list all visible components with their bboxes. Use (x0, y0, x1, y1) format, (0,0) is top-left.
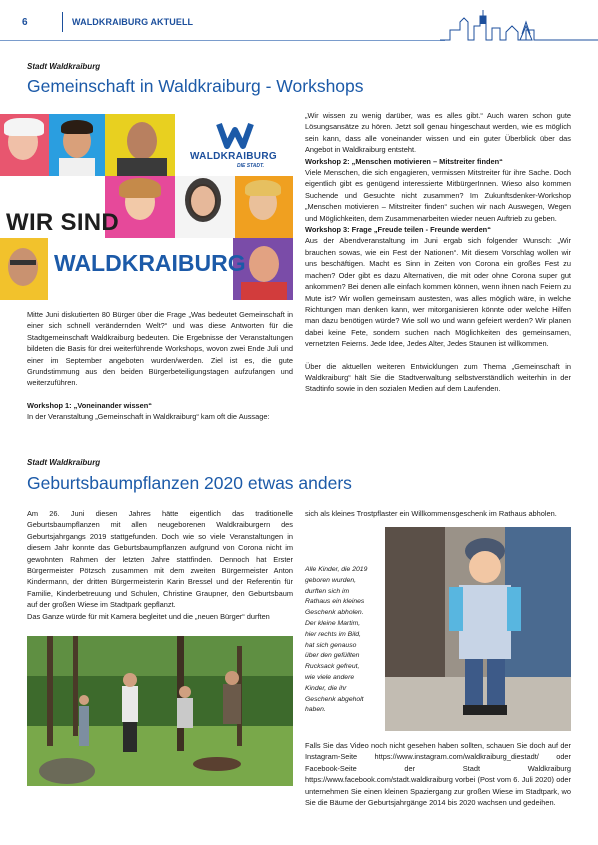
portrait-man-glasses (0, 238, 48, 300)
article2-left-column (27, 508, 293, 622)
article2-left-text2: Das Ganze würde für mit Kamera begleitet und die „neuen Bürger“ durften (27, 611, 270, 621)
workshop2-heading: Workshop 2: „Menschen motivieren – Mitstreiter finden“ (305, 156, 503, 166)
collage-headline-line2: WALDKRAIBURG (54, 250, 246, 276)
article1-paragraph: Mitte Juni diskutierten 80 Bürger über die Frage „Was bedeutet Gemeinschaft in einer sich schnell verändernden Welt?“ und was diese Antworten für die Stadtgemeinschaft Waldkraiburg bedeuten. Die Ergebnisse der Veranstaltungen bildeten die Basis für drei weiterführende Workshops, wovon zwei Ende Juli und einer im September angeboten wurden/werden. Ziel ist es, die gute Grundstimmung aus den beiden Bürgerbeteiligungstagen aufzufangen und weiterzuführen. (27, 310, 293, 388)
workshop1-heading: Workshop 1: „Voneinander wissen“ (27, 400, 152, 410)
portrait-woman-white (175, 176, 235, 238)
portrait-woman-orange (235, 176, 293, 238)
tree-planting-photo (27, 636, 293, 786)
page-number: 6 (22, 17, 28, 28)
workshop3-text: Aus der Abendveranstaltung im Juni ergab sich folgender Wunsch: „Wir brauchen sowas, wie ein Fest der Nationen“. Mit diesem Vorschlag wollen wir uns beschäftigen. Macht es Sinn in Zeiten von Corona ein großes Fest zu machen? Oder gibt es dazu Alternativen, die mit oder ohne Corona super gut ankommen? Bei denen alle einfach kommen können, wenn ihnen nach Feiern zu Mute ist? Wir wollen gemeinsam austesten, was alles möglich wäre, in welche Richtungen man denken kann, wer mitorganisieren könnte oder welche Hilfen man dazu benötigen würde? Wie soll wo und wann gefeiert werden? Wir planen dabei keine Fete, sondern suchen nach Möglichkeiten des gemeinsamen, vernetzten Feierns. Jede Idee, Jedes Alter, Jedes Staunen ist willkommen. (305, 236, 571, 349)
photo-caption: Alle Kinder, die 2019 geboren wurden, durften sich im Rathaus ein kleines Geschenk abholen. Der kleine Martim, hier rechts im Bild, hat sich genauso über den gefüllten Rucksack gefreut, wie viele andere Kinder, die ihr Geschenk abgeholt haben. (305, 566, 368, 714)
article1-closing: Über die aktuellen weiteren Entwicklungen zum Thema „Gemeinschaft in Waldkraiburg“ hält Sie die Stadtverwaltung selbstverständlich weiterhin in der Stadtinfo sowie in den sozialen Medien auf dem Laufenden. (305, 361, 571, 394)
article2-kicker: Stadt Waldkraiburg (27, 458, 101, 467)
collage-headline-line1: WIR SIND (6, 209, 120, 236)
child-scene-icon (385, 527, 571, 731)
logo-subline: DIE STADT. (237, 163, 265, 169)
workshop1-text: In der Veranstaltung „Gemeinschaft in Waldkraiburg“ kam oft die Aussage: (27, 412, 270, 422)
header-rule (0, 40, 445, 41)
article2-closing: Falls Sie das Video noch nicht gesehen haben sollten, schauen Sie doch auf der Instagram-Seite https://www.instagram.com/waldkraiburg_diestadt/ oder Facebook-Seite der Stadt Waldkraiburg https://www.facebook.com/stadt.waldkraiburg vorbei (Post vom 6. Juli 2020) oder unternehmen Sie einen kleinen Spaziergang zur großen Wiese im Stadtpark, wo Sie die Bäume der Geburtsjahrgänge 2014 bis 2020 wachsen und gedeihen. (305, 741, 571, 808)
city-skyline-icon (440, 8, 598, 42)
child-with-backpack-photo (385, 527, 571, 731)
article1-right-intro: „Wir wissen zu wenig darüber, was es alles gibt.“ Auch waren schon gute Lösungsansätze zu hören. Jetzt soll genau hingeschaut werden, wie es möglich sein kann, dass alle voneinander wissen und ein guter Überblick über das Angebot in Waldkraiburg entsteht. (305, 111, 571, 155)
article1-title: Gemeinschaft in Waldkraiburg - Workshops (27, 76, 364, 96)
portrait-man-yellow (105, 114, 175, 176)
w-logo-icon (215, 120, 255, 150)
park-scene-icon (27, 636, 293, 786)
portrait-boy-blue (49, 114, 105, 176)
article2-right-text: sich als kleines Trostpflaster ein Willkommensgeschenk im Rathaus abholen. (305, 509, 557, 518)
portrait-woman-pink (0, 114, 49, 176)
logo-name: WALDKRAIBURG (190, 151, 277, 162)
article1-left-column (27, 309, 293, 423)
article2-right-closing (305, 740, 571, 808)
article1-right-column (305, 110, 571, 395)
article1-kicker: Stadt Waldkraiburg (27, 62, 101, 71)
header-divider (62, 12, 63, 32)
workshop2-text: Viele Menschen, die sich engagieren, vermissen Mitstreiter für ihre Sache. Doch eigentlich gibt es genügend interessierte MitbürgerInnen. Wieso also kommen Suchende und Gesuchte nicht zusammen? Im Zukunftsdenker-Workshop „Menschen motivieren – Mitstreiter finden“ suchen wir nach Auswegen, Wegen und Möglichkeiten, dem Zusammenarbeiten wieder neuen Auftrieb zu geben. (305, 168, 571, 223)
article2-right-top (305, 508, 571, 519)
workshop3-heading: Workshop 3: Frage „Freude teilen - Freunde werden“ (305, 225, 491, 235)
article2-title: Geburtsbaumpflanzen 2020 etwas anders (27, 473, 352, 493)
waldkraiburg-logo (175, 114, 293, 176)
article2-left-text: Am 26. Juni diesen Jahres hätte eigentlich das traditionelle Geburtsbaumpflanzen mit allen neugeborenen Waldkraiburgern des Geburtsjahrgangs 2019 stattgefunden. Doch wie so viele Veranstaltungen in diesem Jahr konnte das Geburtsbaumpflanzen aufgrund von Corona nicht im gewohnten Rahmen der letzten Jahre stattfinden. Dennoch hat Erster Bürgermeister Pötzsch zusammen mit dem zweiten Bürgermeister Anton Kindermann, der dritten Bürgermeisterin Karin Bressel und der Referentin für Familie, Kinderbetreuung und Schulen, Christine Graupner, den Geburtsbaum auf der großen Wiese im Stadtpark gepflanzt. (27, 509, 293, 610)
section-title: WALDKRAIBURG AKTUELL (72, 17, 194, 27)
